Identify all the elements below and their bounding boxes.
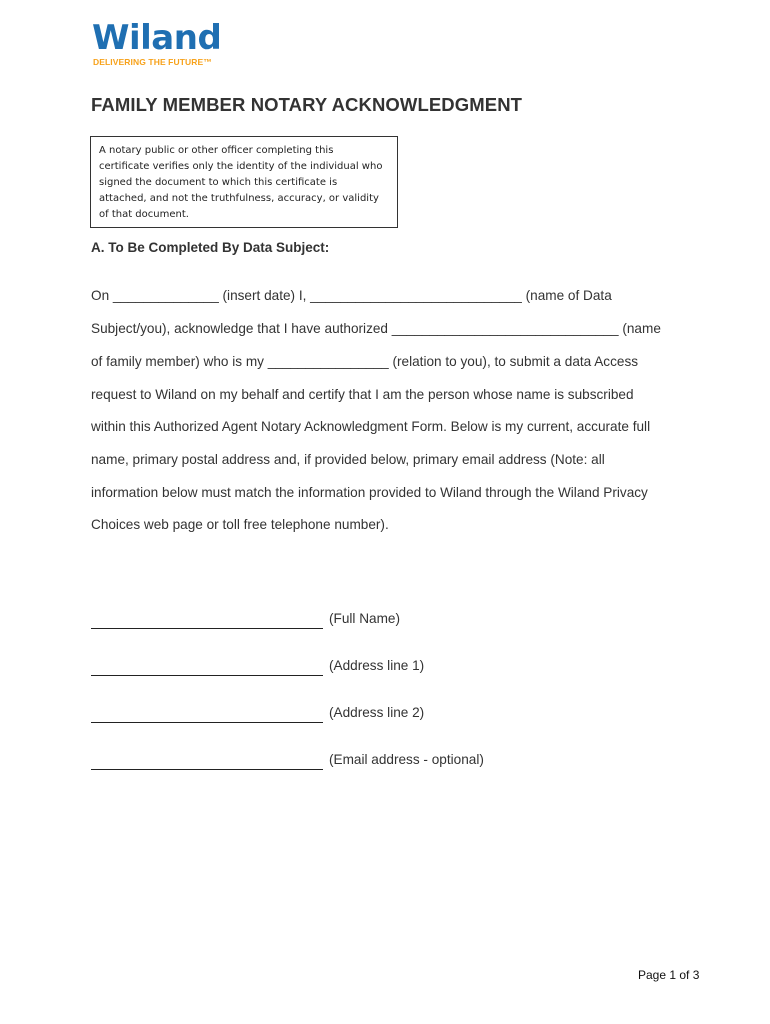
field-label: (Address line 1)	[329, 658, 425, 673]
notice-line: of that document.	[99, 209, 189, 220]
company-logo	[92, 18, 221, 67]
field-label: (Full Name)	[329, 611, 400, 626]
blank-line[interactable]	[91, 769, 323, 770]
paragraph-line: information below must match the information provided to Wiland through the Wiland Privacy	[91, 485, 648, 500]
full-name-field[interactable]	[91, 611, 571, 631]
notice-line: certificate verifies only the identity of the individual who	[99, 161, 383, 172]
notice-line: signed the document to which this certificate is	[99, 177, 338, 188]
notice-line: attached, and not the truthfulness, accuracy, or validity	[99, 193, 379, 204]
blank-line[interactable]	[91, 628, 323, 629]
email-address-field[interactable]	[91, 752, 571, 772]
paragraph-line: Choices web page or toll free telephone number).	[91, 517, 389, 532]
blank-line[interactable]	[91, 675, 323, 676]
paragraph-line: of family member) who is my ________________ (relation to you), to submit a data Access	[91, 354, 639, 369]
document-title: FAMILY MEMBER NOTARY ACKNOWLEDGMENT	[91, 94, 523, 115]
blank-line[interactable]	[91, 722, 323, 723]
notice-line: A notary public or other officer completing this	[99, 145, 334, 156]
section-a-heading: A. To Be Completed By Data Subject:	[91, 240, 330, 255]
paragraph-line: Subject/you), acknowledge that I have authorized ______________________________ (name	[91, 321, 661, 336]
paragraph-line: On ______________ (insert date) I, ____________________________ (name of Data	[91, 288, 612, 303]
paragraph-line: within this Authorized Agent Notary Acknowledgment Form. Below is my current, accurate full	[91, 419, 651, 434]
field-label: (Address line 2)	[329, 705, 425, 720]
field-label: (Email address - optional)	[329, 752, 484, 767]
logo-tagline: DELIVERING THE FUTURE™	[93, 57, 212, 67]
notary-notice-box	[90, 136, 398, 228]
paragraph-line: request to Wiland on my behalf and certify that I am the person whose name is subscribed	[91, 387, 634, 402]
paragraph-line: name, primary postal address and, if provided below, primary email address (Note: all	[91, 452, 605, 467]
page-number: Page 1 of 3	[638, 968, 700, 982]
address-line-1-field[interactable]	[91, 658, 571, 678]
logo-wordmark: Wiland	[92, 18, 222, 58]
address-line-2-field[interactable]	[91, 705, 571, 725]
